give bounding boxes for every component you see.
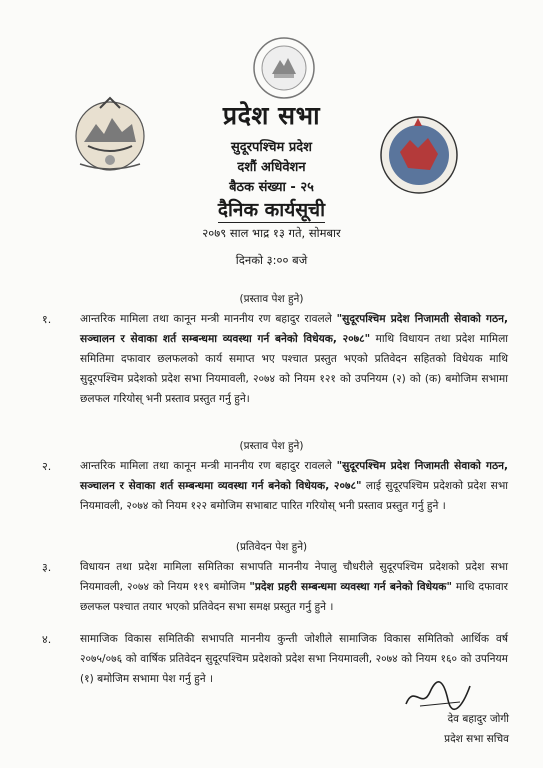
item-heading: (प्रस्ताव पेश हुने)	[239, 440, 304, 452]
signature-mark	[400, 678, 480, 714]
signatory-name: देव बहादुर जोगी	[447, 713, 509, 725]
item-number: ३.	[42, 561, 52, 574]
province-name: सुदूरपश्चिम प्रदेश	[231, 140, 312, 155]
item-number: १.	[42, 313, 52, 326]
item-heading: (प्रतिवेदन पेश हुने)	[235, 541, 308, 553]
signatory-designation: प्रदेश सभा सचिव	[444, 733, 509, 745]
meeting-number: बैठक संख्या - २५	[229, 180, 314, 195]
item-text: विधायन तथा प्रदेश मामिला समितिका सभापति माननीय नेपालु चौधरीले सुदूरपश्चिम प्रदेशको प्रदेश सभा नियमावली, २०७४ को नियम ११९ बमोजिम "प्रदेश प्रहरी सम्बन्धमा व्यवस्था गर्न बनेको विधेयक" माथि दफावार छलफल पश्चात तयार भएको प्रतिवेदन सभा समक्ष प्रस्तुत गर्नु हुने ।	[80, 561, 508, 613]
page-title: प्रदेश सभा	[222, 101, 321, 130]
date-line: २०७९ साल भाद्र १३ गते, सोमबार	[202, 226, 341, 240]
agenda-title: दैनिक कार्यसूची	[217, 199, 326, 221]
item-text: आन्तरिक मामिला तथा कानून मन्त्री माननीय रण बहादुर रावलले "सुदूरपश्चिम प्रदेश निजामती सेवाको गठन, सञ्चालन र सेवाका शर्त सम्बन्धमा व्यवस्था गर्न बनेको विधेयक, २०७८" माथि विधायन तथा प्रदेश मामिला समितिमा दफावार छलफलको कार्य समाप्त भए पश्चात प्रस्तुत भएको प्रतिवेदन सहितको विधेयक माथि सुदूरपश्चिम प्रदेशको प्रदेश सभा नियमावली, २०७४ को नियम १२१ को उपनियम (२) को (क) बमोजिम सभामा छलफल गरियोस् भनी प्रस्ताव प्रस्तुत गर्नु हुने।	[80, 313, 509, 405]
item-text: आन्तरिक मामिला तथा कानून मन्त्री माननीय रण बहादुर रावलले "सुदूरपश्चिम प्रदेश निजामती सेवाको गठन, सञ्चालन र सेवाका शर्त सम्बन्धमा व्यवस्था गर्न बनेको विधेयक, २०७८" लाई सुदूरपश्चिम प्रदेशको प्रदेश सभा नियमावली, २०७४ को नियम १२२ बमोजिम सभाबाट पारित गरियोस् भनी प्रस्ताव प्रस्तुत गर्नु हुने ।	[80, 460, 509, 512]
time-line: दिनको ३:०० बजे	[235, 253, 308, 267]
session-label: दशौं अधिवेशन	[237, 160, 306, 175]
assembly-seal-emblem	[252, 36, 316, 100]
item-text: सामाजिक विकास समितिकी सभापति माननीय कुन्ती जोशीले सामाजिक विकास समितिको आर्थिक वर्ष २०७५/०७६ को वार्षिक प्रतिवेदन सुदूरपश्चिम प्रदेशको प्रदेश सभा नियमावली, २०७४ को नियम १६० को उपनियम (१) बमोजिम सभामा पेश गर्नु हुने ।	[80, 633, 508, 685]
item-number: ४.	[42, 633, 52, 646]
item-number: २.	[42, 460, 52, 473]
item-heading: (प्रस्ताव पेश हुने)	[239, 293, 304, 305]
